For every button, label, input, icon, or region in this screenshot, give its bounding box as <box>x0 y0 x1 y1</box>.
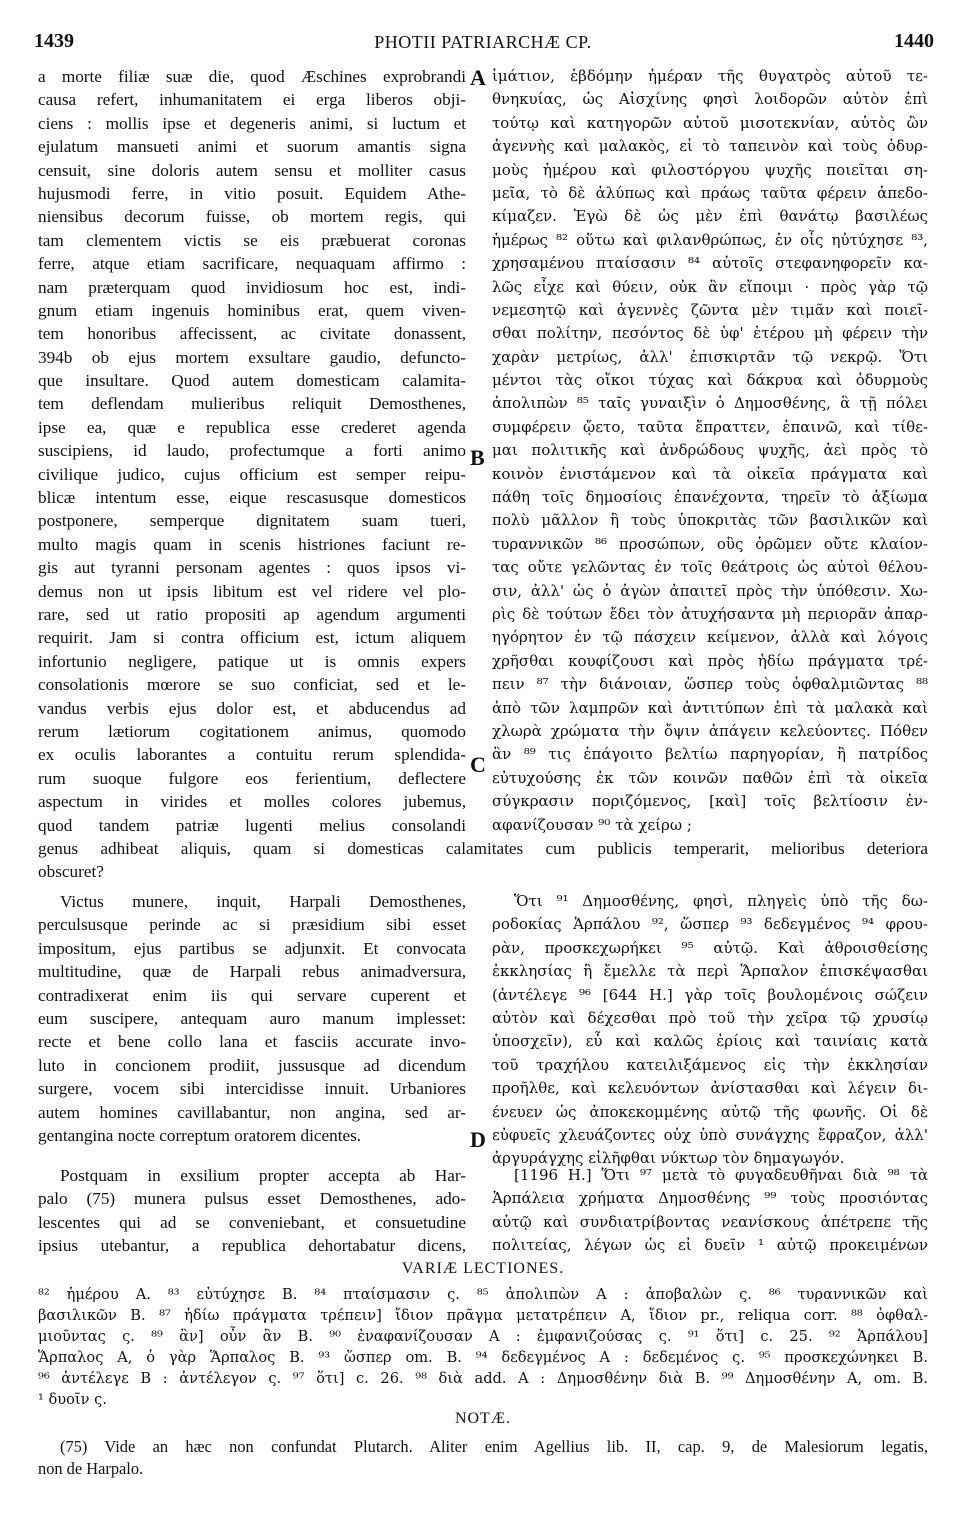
section-marker-d: D <box>470 1127 486 1152</box>
page-title: PHOTII PATRIARCHÆ CP. <box>374 32 592 52</box>
greek-line: ἐκκλησίας ἢ ἔμελλε τὰ περὶ Ἅρπαλον ἐπισκέψασθαι <box>492 962 928 981</box>
latin-line: eum suscipere, antequam auro manum implesset: <box>38 1008 466 1028</box>
latin-line: tem deflendam mulieribus reliquit Demosthenes, <box>38 394 466 414</box>
latin-line: gis aut tyranni personam agentes : quos ipsos vi- <box>38 558 466 578</box>
latin-line: causa refert, inhumanitatem ei erga liberos obji- <box>38 90 466 110</box>
latin-line: luto in concionem prodiit, jussusque ad dicendum <box>38 1055 466 1075</box>
latin-line: Victus munere, inquit, Harpali Demosthenes, <box>60 892 466 911</box>
latin-line: lescentes qui ad se conveniebant, et consuetudine <box>38 1212 466 1232</box>
greek-line: πειν ⁸⁷ τὴν διάνοιαν, ὥσπερ τοὺς ὀφθαλμιῶντας ⁸⁸ <box>492 675 928 694</box>
greek-line: εὐφυεῖς χλευάζοντες οὐχ ὑπὸ συνάγχης ἔφραζον, ἀλλ' <box>492 1125 928 1144</box>
greek-line: μεῖα, τὸ δὲ ἀλύπως καὶ πράως ταῦτα φέρειν ἀπεδο- <box>492 183 928 202</box>
latin-line: multo magis quam in scenis histriones faciunt re- <box>38 534 466 554</box>
latin-line: a morte filiæ suæ die, quod Æschines exprobrandi <box>38 67 466 86</box>
latin-line: tam clementem victis se eis præbuerat coronas <box>38 230 466 250</box>
greek-line: θνηκυίας, ὡς Αἰσχίνης φησὶ λοιδορῶν αὐτὸν ἐπὶ <box>492 90 928 109</box>
latin-line: civilique judico, cujus officium est semper reipu- <box>38 464 466 484</box>
greek-line: τούτῳ καὶ κατηγορῶν αὐτοῦ μισοτεκνίαν, αὐτὸς ὢν <box>492 113 928 132</box>
latin-line: quod tandem patriæ lugenti melius consolandi <box>38 815 466 835</box>
latin-line: aspectum in virides et molles colores jubemus, <box>38 792 466 812</box>
latin-line: consolationis mœrore se suo conficiat, sed et le- <box>38 675 466 695</box>
greek-line: χρῆσθαι κουφίζουσι καὶ πρὸς ἡδίω πράγματα τρέ- <box>492 651 928 670</box>
greek-line: [1196 H.] Ὅτι ⁹⁷ μετὰ τὸ φυγαδευθῆναι διὰ ⁹⁸ τὰ <box>514 1166 928 1184</box>
variae-lectiones <box>38 1284 928 1410</box>
latin-line: requirit. Jam si contra officium est, ictum aliquem <box>38 628 466 648</box>
greek-line: ἀγεννὴς καὶ μαλακὸς, εἰ τὸ ταπεινὸν καὶ τοὺς ὀδυρ- <box>492 137 928 156</box>
variant-reading-line: ⁹⁶ ἀντέλεγε B : ἀντέλεγον ς. ⁹⁷ ὅτι] c. 26. ⁹⁸ διὰ add. A : Δημοσθένην διὰ B. ⁹⁹ Δημοσθένην A, om. B. <box>38 1370 928 1387</box>
greek-line: σιν, ἀλλ' ὡς ὁ ἀγὼν ἀπαιτεῖ πρὸς τὴν ὑπόθεσιν. Χω- <box>492 581 928 600</box>
greek-line: κοινὸν ἐνιστάμενον καὶ τὰ οἰκεῖα πράγματα καὶ <box>492 464 928 483</box>
greek-text-block-3 <box>492 1164 928 1258</box>
full-width-line: obscuret? <box>38 862 104 882</box>
latin-line: impositum, ejus partibus se adjunxit. Et convocata <box>38 938 466 958</box>
greek-line: ρὰν, προσκεχωρήκει ⁹⁵ αὐτῷ. Καὶ ἀθροισθείσης <box>492 938 928 957</box>
greek-line: ροδοκίας Ἁρπάλου ⁹², ὥσπερ ⁹³ δεδεγμένος ⁹⁴ φρου- <box>492 915 928 934</box>
greek-line: πολὺ μᾶλλον ἢ τοὺς ὑποκριτὰς τῶν βασιλικῶν καὶ <box>492 511 928 530</box>
latin-text-block-3 <box>38 1164 466 1258</box>
latin-line: ipse ea, quæ e republica esse crederet agenda <box>38 417 466 437</box>
greek-line: εὐτυχούσης ἐκ τῶν κοινῶν παθῶν ἐπὶ τὰ οἰκεῖα <box>492 768 928 787</box>
latin-line: contradixerat enim iis qui servare cuperent et <box>38 985 466 1005</box>
greek-line: ἂν ⁸⁹ τις ἐπάγοιτο βελτίω παρηγορίαν, ἢ πατρίδος <box>492 745 928 764</box>
greek-line: πολιτείας, λέγων ὡς εἰ δυεῖν ¹ αὐτῷ προκειμένων <box>492 1236 928 1255</box>
greek-line: Ἁρπάλεια χρήματα Δημοσθένης ⁹⁹ τοὺς προσιόντας <box>492 1189 928 1208</box>
latin-line: ciens : mollis ipse et degeneris animi, si luctum et <box>38 113 466 133</box>
full-width-line: genus adhibeat aliquis, quam si domesticas calamitates cum publicis temperarit, melioribus deteriora <box>38 839 928 858</box>
latin-line: demus non ut ipsis libitum est vel ridere vel plo- <box>38 581 466 601</box>
latin-line: rerum lætiorum cogitationem animus, quomodo <box>38 721 466 741</box>
greek-line: ἱμάτιον, ἑβδόμην ἡμέραν τῆς θυγατρὸς αὐτοῦ τε- <box>492 67 928 85</box>
latin-line: ex oculis laborantes a contuitu rerum splendida- <box>38 745 466 765</box>
greek-line: μέντοι τὰς οἴκοι τύχας καὶ δάκρυα καὶ ὀδυρμοὺς <box>492 371 928 390</box>
variant-reading-line: ¹ δυοῖν ς. <box>38 1391 107 1408</box>
latin-text-block-1 <box>38 65 466 837</box>
latin-line: ejulatum mansueti animi et suorum amantis signa <box>38 137 466 157</box>
latin-line: autem homines cavillabantur, non angina, sed ar- <box>38 1102 466 1122</box>
page <box>28 30 938 56</box>
latin-line: gentangina nocte correptum oratorem dicentes. <box>38 1125 362 1145</box>
variant-reading-line: μιοῦντας ς. ⁸⁹ ἂν] οὖν ἂν B. ⁹⁰ ἐναφανίζουσαν A : ἐμφανιζούσας ς. ⁹¹ ὅτι] c. 25. ⁹² Ἁρπάλου] <box>38 1328 928 1345</box>
greek-line: (ἀντέλεγε ⁹⁶ [644 H.] γὰρ τοῖς βουλομένοις σώζειν <box>492 985 928 1004</box>
greek-line: αφανίζουσαν ⁹⁰ τὰ χείρω ; <box>492 815 692 834</box>
greek-line: ἀπολιπὼν ⁸⁵ ταῖς γυναιξὶν ὁ Δημοσθένης, ἃ τῇ πόλει <box>492 394 928 413</box>
latin-line: vandus verbis ejus dolor est, et abducendus ad <box>38 698 466 718</box>
running-header <box>28 30 938 56</box>
notae-title: NOTÆ. <box>454 1410 512 1427</box>
variant-reading-line: ⁸² ἡμέρου A. ⁸³ εὐτύχησε B. ⁸⁴ πταίσμασιν ς. ⁸⁵ ἀπολιπὼν A : ἀποβαλὼν ς. ⁸⁶ τυραννικῶν καὶ <box>38 1286 928 1303</box>
column-number-left: 1439 <box>34 30 74 52</box>
greek-line: ηγόρητον ἐν τῷ πάσχειν κείμενον, ἀλλὰ καὶ λόγοις <box>492 628 928 647</box>
greek-line: ἡμέρως ⁸² οὕτω καὶ φιλανθρώπως, ἐν οἷς ηὐτύχησε ⁸³, <box>492 230 928 249</box>
greek-line: μοὺς ἡμέρου καὶ φιλοστόργου ψυχῆς ποιεῖται ση- <box>492 160 928 179</box>
latin-line: rum suoque fulgore eos ferientium, deflectere <box>38 768 466 788</box>
greek-line: σθαι πολίτην, πεσόντος δὲ ὑφ' ἑτέρου μὴ φέρειν τὴν <box>492 324 928 343</box>
latin-line: perculsusque perinde ac si præsidium sibi esset <box>38 915 466 935</box>
greek-line: χαρὰν μετρίως, ἀλλ' ἐπισκιρτᾶν τῷ νεκρῷ. Ὅτι <box>492 347 928 366</box>
latin-line: ipsius utebantur, a republica dehortabatur dicens, <box>38 1236 466 1256</box>
latin-line: niensibus decorum fuisse, ob mortem regis, qui <box>38 207 466 227</box>
greek-text-block-1 <box>492 65 928 837</box>
greek-line: σύγκρασιν ποριζόμενος, [καὶ] τοῖς βελτίοσιν ἐν- <box>492 792 928 811</box>
greek-line: κίμαζεν. Ἐγὼ δὲ ὡς μὲν ἐπὶ θανάτῳ βασιλέως <box>492 207 928 226</box>
greek-line: μαι πολιτικῆς καὶ ἀνδρώδους ψυχῆς, ἀεὶ πρὸς τὸ <box>492 441 928 460</box>
greek-line: τυραννικῶν ⁸⁶ προσώπων, οὓς ὁρῶμεν οὔτε κλαίον- <box>492 534 928 553</box>
latin-line: tem honoribus affecissent, ac civitate donassent, <box>38 324 466 344</box>
greek-line: χρησαμένου πταίσασιν ⁸⁴ αὐτοῖς στεφανηφορεῖν κα- <box>492 254 928 273</box>
greek-line: προῆλθε, καὶ κελευόντων ἀνίστασθαι καὶ λέγειν δι- <box>492 1079 928 1098</box>
greek-line: τας οὔτε γελῶντας ἐν τοῖς θεάτροις ὡς αὐτοὶ θέλου- <box>492 558 928 577</box>
latin-line: gnum etiam ingenuis hominibus erat, quem viven- <box>38 300 466 320</box>
latin-line: que insultare. Quod autem domesticam calamita- <box>38 371 466 391</box>
latin-line: censuit, sine doloris autem sensu et molliter casus <box>38 160 466 180</box>
latin-line: recte et bene collo lana et fasciis accurate invo- <box>38 1032 466 1052</box>
latin-line: surgere, vocem sibi intercidisse innuit. Urbaniores <box>38 1079 466 1099</box>
latin-line: hujusmodi ferre, in vitio posuit. Equidem Athe- <box>38 183 466 203</box>
latin-line: nam præterquam quod invidiosum hoc est, indi- <box>38 277 466 297</box>
greek-line: λῶς εἶχε καὶ θύειν, οὐκ ἂν εἴποιμι · πρὸς γὰρ τῷ <box>492 277 928 296</box>
greek-line: νεμεσητῷ καὶ ἀγεννὲς ζῶντα μὲν τιμᾶν καὶ ποιεῖ- <box>492 300 928 319</box>
section-marker-c: C <box>470 752 486 777</box>
variant-reading-line: βασιλικῶν B. ⁸⁷ ἡδίω πράγματα τρέπειν] ἴδιον πρᾶγμα μετατρέπειν A, ἴδιον pr., reliqua corr. ⁸⁸ ὀφθαλ- <box>38 1307 928 1324</box>
greek-line: ένευεν ὡς ἀποκεκομμένης αὐτῷ τῆς φωνῆς. Οἱ δὲ <box>492 1102 928 1121</box>
greek-line: αὐτῷ καὶ συνδιατρίβοντας νεανίσκους ἀπέτρεπε τῆς <box>492 1212 928 1231</box>
latin-line: rare, sed ut ratio propositi ap agendum argumenti <box>38 604 466 624</box>
variant-reading-line: Ἅρπαλος A, ὁ γὰρ Ἅρπαλος B. ⁹³ ὥσπερ om. B. ⁹⁴ δεδεγμένος A : δεδεμένος ς. ⁹⁵ προσκεχώνηκει B. <box>38 1349 928 1366</box>
greek-line: ἀργυράγχης εἰλῆφθαι νύκτωρ τὸν δημαγωγόν. <box>492 1149 845 1168</box>
greek-line: ρὶς δὲ τούτων ἔδει τὸν ἀτυχήσαντα μὴ περιορᾶν ἀπαρ- <box>492 604 928 623</box>
latin-line: postponere, semperque dignitatem suam tueri, <box>38 511 466 531</box>
note-line: (75) Vide an hæc non confundat Plutarch. Aliter enim Agellius lib. II, cap. 9, de Malesiorum legatis, <box>60 1437 928 1456</box>
latin-line: ferre, atque etiam sacrificare, nequaquam affirmo : <box>38 254 466 274</box>
variae-lectiones-title: VARIÆ LECTIONES. <box>401 1260 565 1277</box>
latin-line: blicæ intentum esse, eique rescasusque domesticos <box>38 488 466 508</box>
latin-line: Postquam in exsilium propter accepta ab Har- <box>60 1166 466 1185</box>
latin-line: multitudine, quæ de Harpali rebus animadversura, <box>38 962 466 982</box>
section-marker-b: B <box>470 445 485 470</box>
greek-text-block-2 <box>492 890 928 1171</box>
note-line: non de Harpalo. <box>38 1459 144 1478</box>
latin-text-block-2 <box>38 890 466 1147</box>
notae <box>38 1436 928 1480</box>
section-marker-a: A <box>470 65 486 90</box>
latin-line: palo (75) munera pulsus esset Demosthenes, ado- <box>38 1189 466 1209</box>
latin-line: infortunio negligere, patique ut is omnis expers <box>38 651 466 671</box>
greek-line: ἀπὸ τῶν λαμπρῶν καὶ ἀντιτύπων ἐπὶ τὰ μαλακὰ καὶ <box>492 698 928 717</box>
latin-line: 394b ob ejus mortem exsultare gaudio, defuncto- <box>38 347 466 367</box>
latin-line: suscipiens, id laudo, profectumque a forti animo <box>38 441 466 461</box>
greek-line: αὐτὸν καὶ δέχεσθαι πρὸ τοῦ τὴν χεῖρα τῷ χρυσίῳ <box>492 1008 928 1027</box>
greek-line: πάθη τοῖς δημοσίοις ἐπανέχοντα, τηρεῖν τὸ ἀξίωμα <box>492 488 928 507</box>
greek-line: τοῦ τραχήλου κατειλιξάμενος εἰς τὴν ἐκκλησίαν <box>492 1055 928 1074</box>
full-width-text <box>38 837 928 884</box>
greek-line: Ὅτι ⁹¹ Δημοσθένης, φησὶ, πληγεὶς ὑπὸ τῆς δω- <box>514 892 928 910</box>
greek-line: χλωρὰ χρώματα τὴν ὄψιν ἀπάγειν κελεύοντες. Πόθεν <box>492 721 928 740</box>
column-number-right: 1440 <box>894 30 934 52</box>
greek-line: ὑποσχεῖν), εὖ καὶ καλῶς ἐρίοις καὶ ταινίαις κατὰ <box>492 1032 928 1051</box>
greek-line: συμφέρειν ᾤετο, ταῦτα ἔπραττεν, ἐπαινῶ, καὶ τίθε- <box>492 417 928 436</box>
